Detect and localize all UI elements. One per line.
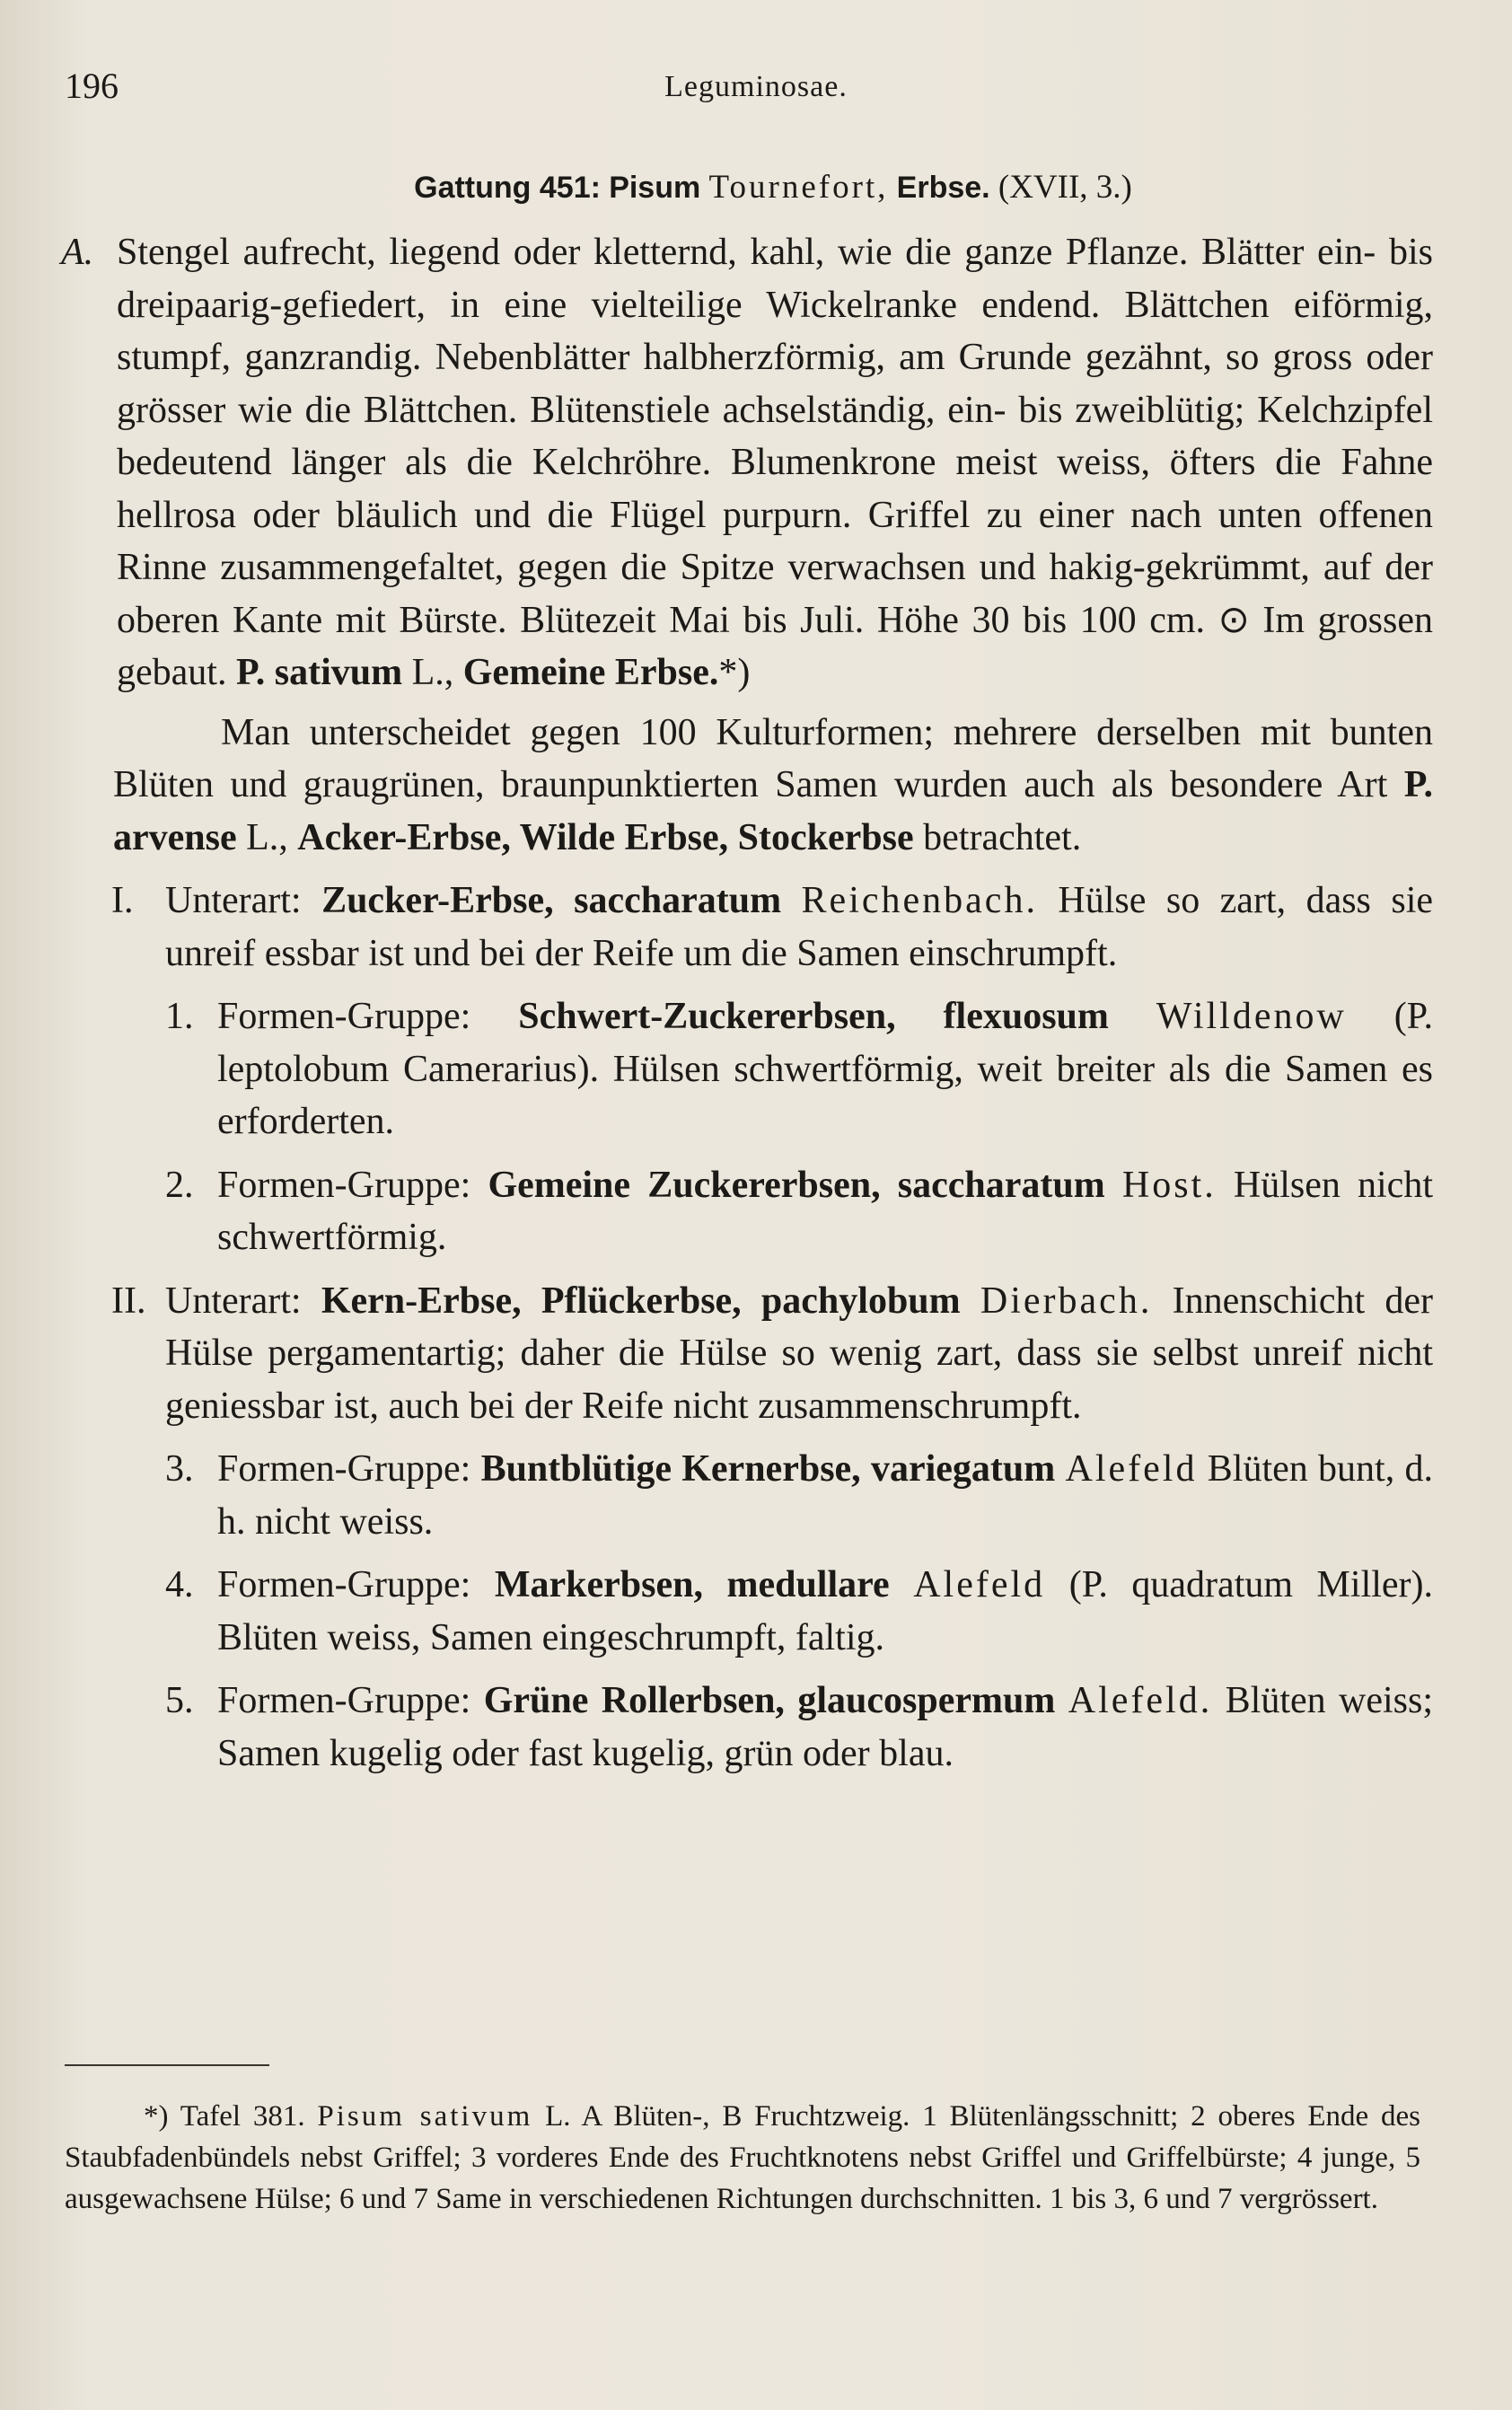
form-group-2 <box>113 1159 1433 1264</box>
form-group-label: 1. <box>165 996 194 1037</box>
page-header <box>65 65 1447 119</box>
form-group-label: 5. <box>165 1680 194 1721</box>
description-paragraph <box>61 226 1433 699</box>
subspecies-label: I. <box>111 880 134 921</box>
subspecies-text: Hülse so zart, dass sie unreif essbar ist und bei der Reife um die Samen einschrumpft. <box>165 880 1434 974</box>
section-label: A. <box>61 232 94 273</box>
cultivar-note-text: Man unterscheidet gegen 100 Kulturformen; mehrere derselben mit bunten Blüten und graugrünen, braunpunktierten Samen wurden auch als besondere Art <box>113 711 1433 805</box>
form-group-prefix: Formen-Gruppe: <box>217 1564 471 1605</box>
species-common-name: Gemeine Erbse. <box>462 652 719 693</box>
form-group-text: Blüten bunt, d. h. nicht weiss. <box>217 1448 1433 1543</box>
form-group-label: 2. <box>165 1164 194 1206</box>
subspecies-text: Innenschicht der Hülse pergamentartig; daher die Hülse so wenig zart, dass sie selbst unreif nicht geniessbar ist, auch bei der Reife nicht zusammenschrumpft. <box>165 1280 1434 1427</box>
description-text: Stengel aufrecht, liegend oder kletternd, kahl, wie die ganze Pflanze. Blätter ein- bis dreipaarig-gefiedert, in eine vielteilige Wickelranke endend. Blättchen eiförmig, stumpf, ganzrandig. Nebenblätter halbherzförmig, am Grunde gezähnt, so gross oder grösser wie die Blättchen. Blütenstiele achselständig, ein- bis zweiblütig; Kelchzipfel bedeutend länger als die Kelchröhre. Blumenkrone meist weiss, öfters die Fahne hellrosa oder bläulich und die Flügel purpurn. Griffel zu einer nach unten offenen Rinne zusammengefaltet, gegen die Spitze verwachsen und hakig-gekrümmt, auf der oberen Kante mit Bürste. Blütezeit Mai bis Juli. Höhe 30 bis 100 cm. ⊙ Im grossen gebaut. <box>117 232 1433 693</box>
subspecies-name: Kern-Erbse, Pflückerbse, pachylobum <box>321 1280 961 1322</box>
form-group-author: Host. <box>1121 1164 1217 1206</box>
cultivar-note <box>113 707 1433 865</box>
footnote <box>65 2096 1420 2220</box>
form-group-name: Markerbsen, medullare <box>494 1564 890 1605</box>
species-name: P. sativum <box>235 652 403 693</box>
footnote-plate: Tafel 381. <box>180 2100 305 2133</box>
form-group-name: Grüne Rollerbsen, glaucospermum <box>483 1680 1056 1721</box>
form-group-author: Alefeld <box>913 1564 1046 1605</box>
genus-name: Pisum <box>609 171 701 205</box>
genus-heading <box>113 162 1433 214</box>
form-group-prefix: Formen-Gruppe: <box>217 996 471 1037</box>
form-group-prefix: Formen-Gruppe: <box>217 1448 471 1490</box>
main-text <box>61 162 1434 1780</box>
form-group-text: (P. quadratum Miller). Blüten weiss, Samen eingeschrumpft, faltig. <box>217 1564 1434 1658</box>
species-author: L., <box>411 652 454 693</box>
footnote-divider <box>65 2064 269 2066</box>
form-group-label: 4. <box>165 1564 194 1605</box>
subspecies-name: Zucker-Erbse, saccharatum <box>321 880 782 921</box>
subspecies-2 <box>113 1275 1433 1433</box>
genus-author: Tournefort, <box>708 169 889 206</box>
form-group-prefix: Formen-Gruppe: <box>217 1164 471 1206</box>
form-group-text: Hülsen nicht schwertförmig. <box>217 1164 1433 1258</box>
form-group-text: (P. leptolobum Camerarius). Hülsen schwertförmig, weit breiter als die Samen es erforderten. <box>217 996 1433 1142</box>
genus-common-name: Erbse. <box>896 171 990 205</box>
footnote-species: Pisum sativum <box>317 2100 533 2133</box>
cultivar-note-end: betrachtet. <box>923 816 1082 858</box>
form-group-3 <box>113 1443 1433 1548</box>
footnote-author: L. <box>545 2100 571 2133</box>
subspecies-prefix: Unterart: <box>165 1280 302 1322</box>
footnote-mark: *) <box>718 652 751 693</box>
arvense-common-names: Acker-Erbse, Wilde Erbse, Stockerbse <box>297 816 914 858</box>
subspecies-label: II. <box>111 1280 146 1322</box>
genus-prefix: Gattung 451: <box>414 171 601 205</box>
subspecies-prefix: Unterart: <box>165 880 302 921</box>
subspecies-author: Reichenbach. <box>801 880 1038 921</box>
arvense-name: P. arvense <box>113 764 1433 858</box>
footnote-text: A Blüten-, B Fruchtzweig. 1 Blütenlängsschnitt; 2 oberes Ende des Staubfadenbündels nebst Griffel; 3 vorderes Ende des Fruchtknotens nebst Griffel und Griffelbürste; 4 junge, 5 ausgewachsene Hülse; 6 und 7 Same in verschiedenen Richtungen durchschnitten. 1 bis 3, 6 und 7 vergrössert. <box>65 2100 1420 2215</box>
form-group-author: Willdenow <box>1156 996 1347 1037</box>
form-group-1 <box>113 990 1433 1148</box>
subspecies-1 <box>113 875 1433 980</box>
form-group-name: Schwert-Zuckererbsen, flexuosum <box>518 996 1109 1037</box>
form-group-author: Alefeld <box>1065 1448 1198 1490</box>
form-group-5 <box>113 1675 1433 1780</box>
page-number: 196 <box>65 66 119 106</box>
subspecies-author: Dierbach. <box>980 1280 1153 1322</box>
footnote-mark: *) <box>144 2100 169 2133</box>
form-group-text: Blüten weiss; Samen kugelig oder fast kugelig, grün oder blau. <box>217 1680 1434 1774</box>
arvense-author: L., <box>246 816 288 858</box>
running-title: Leguminosae. <box>664 70 848 103</box>
form-group-name: Buntblütige Kernerbse, variegatum <box>480 1448 1056 1490</box>
form-group-prefix: Formen-Gruppe: <box>217 1680 471 1721</box>
form-group-label: 3. <box>165 1448 194 1490</box>
genus-reference: (XVII, 3.) <box>998 169 1132 206</box>
form-group-name: Gemeine Zuckererbsen, saccharatum <box>488 1164 1105 1206</box>
form-group-author: Alefeld. <box>1068 1680 1213 1721</box>
form-group-4 <box>113 1559 1433 1664</box>
